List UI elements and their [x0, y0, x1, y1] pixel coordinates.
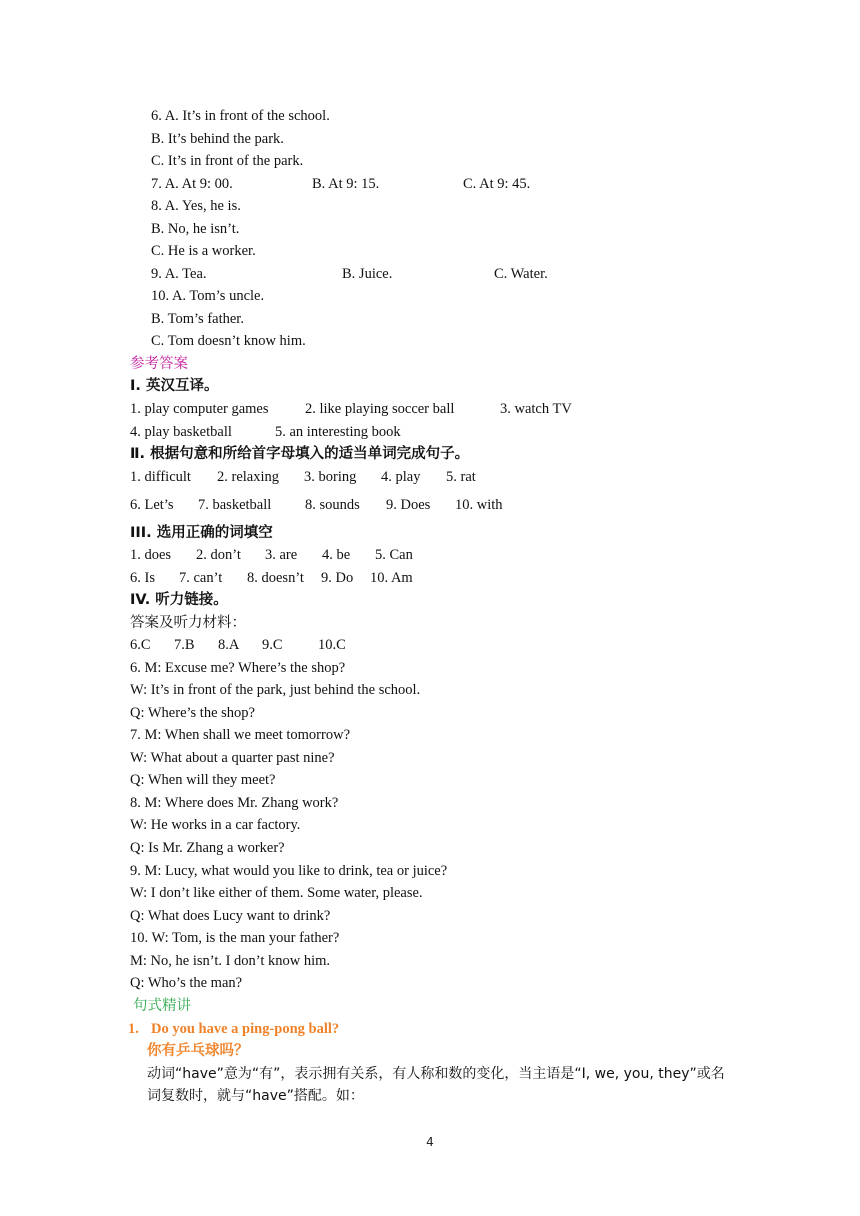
section4-answer: 10.C — [318, 637, 346, 653]
q10-option-b: B. Tom’s father. — [151, 311, 244, 327]
section3-item: 3. are — [265, 547, 298, 563]
section1-item: 3. watch TV — [500, 401, 572, 417]
script-line: 10. W: Tom, is the man your father? — [130, 930, 340, 946]
section4-answer: 7.B — [174, 637, 195, 653]
section3-item: 10. Am — [370, 570, 413, 586]
grammar-explanation-line1: 动词“have”意为“有”，表示拥有关系，有人称和数的变化，当主语是“I, we, you, they”或名 — [147, 1066, 725, 1082]
section4-answer: 6.C — [130, 637, 151, 653]
section2-title: Ⅱ. 根据句意和所给首字母填入的适当单词完成句子。 — [130, 446, 470, 462]
script-line: Q: Who’s the man? — [130, 975, 243, 991]
section1-item: 4. play basketball — [130, 424, 232, 440]
q7-option-b: B. At 9: 15. — [312, 176, 380, 192]
q7-option-a: 7. A. At 9: 00. — [151, 176, 233, 192]
q8-option-b: B. No, he isn’t. — [151, 221, 240, 237]
script-line: 6. M: Excuse me? Where’s the shop? — [130, 660, 346, 676]
script-line: M: No, he isn’t. I don’t know him. — [130, 953, 331, 969]
q6-option-a: 6. A. It’s in front of the school. — [151, 108, 330, 124]
script-line: 7. M: When shall we meet tomorrow? — [130, 727, 350, 743]
section3-item: 7. can’t — [179, 570, 223, 586]
grammar-translation: 你有乒乓球吗？ — [147, 1043, 249, 1059]
section2-item: 4. play — [381, 469, 421, 485]
section1-item: 2. like playing soccer ball — [305, 401, 455, 417]
script-line: Q: When will they meet? — [130, 772, 276, 788]
script-line: W: It’s in front of the park, just behind the school. — [130, 682, 421, 698]
script-line: W: What about a quarter past nine? — [130, 750, 335, 766]
script-line: Q: Is Mr. Zhang a worker? — [130, 840, 285, 856]
section3-item: 8. doesn’t — [247, 570, 304, 586]
section4-answer: 9.C — [262, 637, 283, 653]
section2-item: 3. boring — [304, 469, 357, 485]
section1-item: 5. an interesting book — [275, 424, 401, 440]
script-line: Q: Where’s the shop? — [130, 705, 255, 721]
q9-option-b: B. Juice. — [342, 266, 393, 282]
section4-subtitle: 答案及听力材料： — [130, 615, 246, 631]
section1-title: Ⅰ. 英汉互译。 — [130, 378, 219, 394]
section4-title: IV. 听力链接。 — [130, 592, 228, 608]
section3-item: 2. don’t — [196, 547, 241, 563]
section1-item: 1. play computer games — [130, 401, 269, 417]
section3-item: 1. does — [130, 547, 172, 563]
page-number: 4 — [426, 1135, 434, 1149]
q6-option-b: B. It’s behind the park. — [151, 131, 284, 147]
script-line: 9. M: Lucy, what would you like to drink, tea or juice? — [130, 863, 448, 879]
section2-item: 5. rat — [446, 469, 476, 485]
grammar-explanation-line2: 词复数时，就与“have”搭配。如： — [147, 1088, 364, 1104]
q7-option-c: C. At 9: 45. — [463, 176, 531, 192]
grammar-sentence: Do you have a ping-pong ball? — [151, 1021, 340, 1037]
section4-answer: 8.A — [218, 637, 240, 653]
q6-option-c: C. It’s in front of the park. — [151, 153, 304, 169]
section2-item: 6. Let’s — [130, 497, 174, 513]
section3-item: 4. be — [322, 547, 351, 563]
answers-heading: 参考答案 — [130, 356, 188, 372]
section2-item: 10. with — [455, 497, 503, 513]
q8-option-c: C. He is a worker. — [151, 243, 256, 259]
q9-option-c: C. Water. — [494, 266, 548, 282]
section3-item: 9. Do — [321, 570, 354, 586]
section2-item: 1. difficult — [130, 469, 191, 485]
q10-option-c: C. Tom doesn’t know him. — [151, 333, 306, 349]
section3-item: 5. Can — [375, 547, 413, 563]
script-line: Q: What does Lucy want to drink? — [130, 908, 331, 924]
section3-title: III. 选用正确的词填空 — [130, 525, 273, 541]
section2-item: 8. sounds — [305, 497, 360, 513]
script-line: 8. M: Where does Mr. Zhang work? — [130, 795, 339, 811]
section2-item: 9. Does — [386, 497, 431, 513]
section2-item: 2. relaxing — [217, 469, 280, 485]
grammar-item-number: 1. — [128, 1021, 139, 1037]
script-line: W: I don’t like either of them. Some water, please. — [130, 885, 423, 901]
script-line: W: He works in a car factory. — [130, 817, 301, 833]
q10-option-a: 10. A. Tom’s uncle. — [151, 288, 265, 304]
q9-option-a: 9. A. Tea. — [151, 266, 207, 282]
grammar-heading: 句式精讲 — [133, 998, 191, 1014]
q8-option-a: 8. A. Yes, he is. — [151, 198, 241, 214]
section2-item: 7. basketball — [198, 497, 272, 513]
section3-item: 6. Is — [130, 570, 155, 586]
